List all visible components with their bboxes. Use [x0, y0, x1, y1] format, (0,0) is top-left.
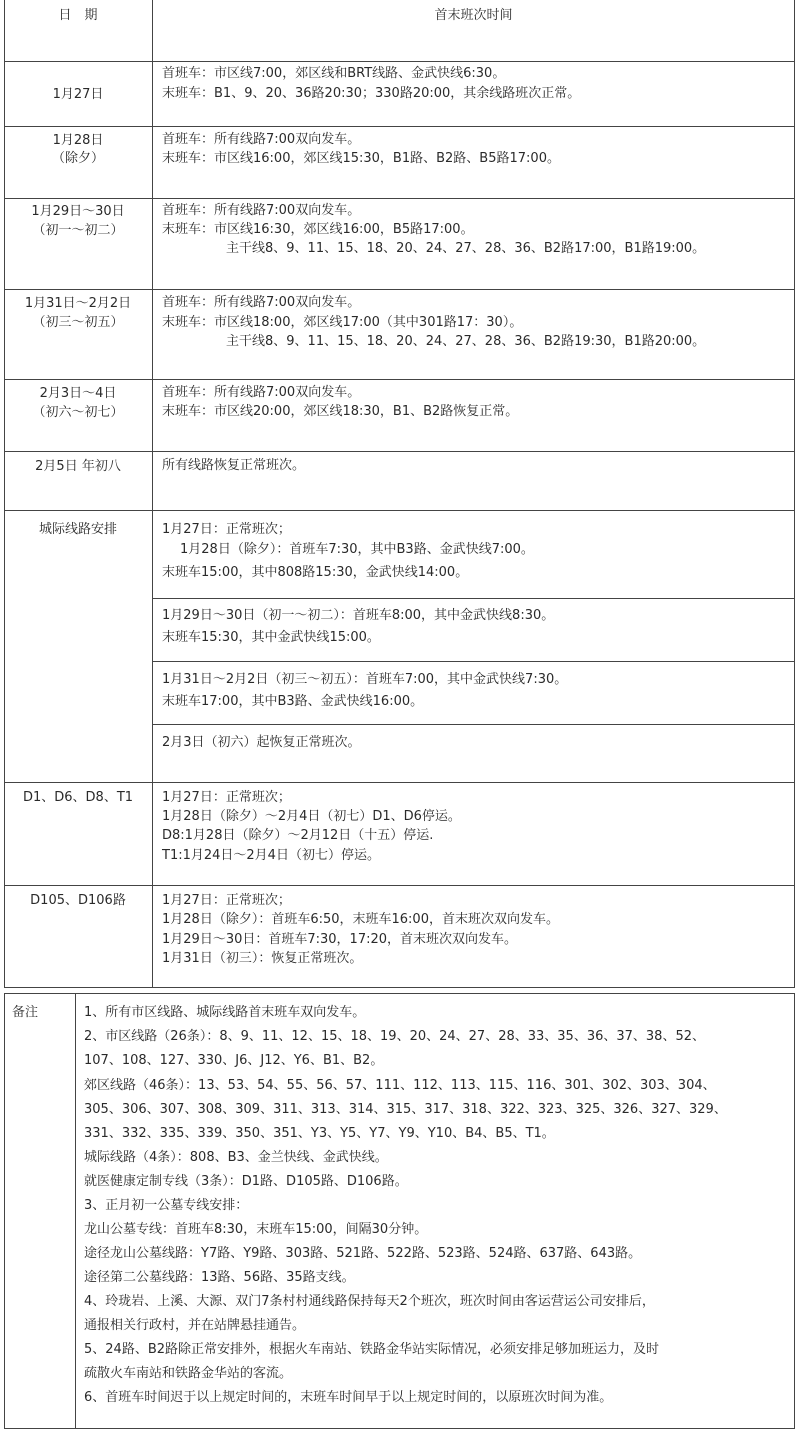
d105-line: 1月31日（初三）：恢复正常班次。	[162, 951, 363, 966]
note-line: 疏散火车南站和铁路金华站的客流。	[84, 1366, 293, 1381]
d-routes-line: T1:1月24日～2月4日（初七）停运。	[162, 848, 380, 863]
row-line: 首班车：所有线路7:00双向发车。	[162, 132, 361, 147]
row-date: （除夕）	[51, 151, 104, 166]
notes-border-bottom	[4, 1428, 795, 1429]
note-line: 途径第二公墓线路：13路、56路、35路支线。	[84, 1270, 355, 1285]
row-line: 主干线8、9、11、15、18、20、24、27、28、36、B2路19:30，B1路20:00。	[226, 334, 706, 349]
note-line: 1、所有市区线路、城际线路首末班车双向发车。	[84, 1005, 366, 1020]
d-routes-line: 1月27日：正常班次；	[162, 790, 291, 805]
intercity-line: 1月28日（除夕）：首班车7:30，其中B3路、金武快线7:00。	[180, 542, 534, 557]
note-line: 331、332、335、339、350、351、Y3、Y5、Y7、Y9、Y10、B4、B5、T1。	[84, 1126, 555, 1141]
row-line: 首班车：所有线路7:00双向发车。	[162, 203, 361, 218]
note-line: 107、108、127、330、J6、J12、Y6、B1、B2。	[84, 1053, 384, 1068]
row-date: 2月3日～4日	[39, 386, 117, 401]
note-line: 郊区线路（46条）：13、53、54、55、56、57、111、112、113、115、116、301、302、303、304、	[84, 1078, 716, 1093]
note-line: 5、24路、B2路除正常安排外，根据火车南站、铁路金华站实际情况，必须安排足够加班运力，及时	[84, 1342, 660, 1357]
d105-line: 1月28日（除夕）：首班车6:50，末班车16:00，首末班次双向发车。	[162, 912, 559, 927]
note-line: 龙山公墓专线：首班车8:30，末班车15:00，间隔30分钟。	[84, 1222, 428, 1237]
note-line: 6、首班车时间迟于以上规定时间的，末班车时间早于以上规定时间的，以原班次时间为准。	[84, 1390, 613, 1405]
notes-divider	[75, 993, 76, 1429]
intercity-line: 2月3日（初六）起恢复正常班次。	[162, 735, 361, 750]
column-divider	[152, 0, 153, 988]
row-date: 1月31日～2月2日	[24, 296, 132, 311]
row-date: 2月5日 年初八	[35, 459, 121, 474]
row-line: 末班车：市区线16:30，郊区线16:00，B5路17:00。	[162, 222, 474, 237]
d-routes-label: D1、D6、D8、T1	[22, 790, 134, 805]
intercity-line: 1月31日～2月2日（初三～初五）：首班车7:00，其中金武快线7:30。	[162, 672, 568, 687]
d-routes-line: D8:1月28日（除夕）～2月12日（十五）停运.	[162, 828, 434, 843]
header-time: 首末班次时间	[434, 8, 513, 23]
d105-line: 1月27日：正常班次；	[162, 893, 291, 908]
intercity-line: 1月29日～30日（初一～初二）：首班车8:00，其中金武快线8:30。	[162, 608, 555, 623]
notes-border-right	[794, 993, 795, 1429]
note-line: 就医健康定制专线（3条）：D1路、D105路、D106路。	[84, 1174, 408, 1189]
row-date: 1月28日	[52, 133, 104, 148]
intercity-line: 末班车17:00，其中B3路、金武快线16:00。	[162, 694, 424, 709]
row-date: 1月29日～30日	[31, 204, 125, 219]
notes-label: 备注	[12, 1005, 39, 1020]
notes-border-top	[4, 993, 795, 994]
table-border-right	[794, 0, 795, 988]
row-line: 首班车：所有线路7:00双向发车。	[162, 295, 361, 310]
d-routes-line: 1月28日（除夕）～2月4日（初七）D1、D6停运。	[162, 809, 461, 824]
note-line: 城际线路（4条）：808、B3、金兰快线、金武快线。	[84, 1150, 388, 1165]
note-line: 305、306、307、308、309、311、313、314、315、317、318、322、323、325、326、327、329、	[84, 1102, 727, 1117]
row-line: 末班车：市区线18:00，郊区线17:00（其中301路17：30）。	[162, 315, 523, 330]
note-line: 3、正月初一公墓专线安排：	[84, 1198, 249, 1213]
row-line: 首班车：所有线路7:00双向发车。	[162, 385, 361, 400]
d105-line: 1月29日～30日：首班车7:30，17:20，首末班次双向发车。	[162, 932, 518, 947]
d105-label: D105、D106路	[30, 893, 126, 908]
intercity-line: 末班车15:30，其中金武快线15:00。	[162, 630, 380, 645]
row-date: （初一～初二）	[32, 223, 124, 238]
header-date: 日 期	[58, 8, 98, 23]
row-line: 末班车：市区线20:00，郊区线18:30，B1、B2路恢复正常。	[162, 404, 519, 419]
row-date: （初三～初五）	[32, 315, 124, 330]
row-date: （初六～初七）	[32, 405, 124, 420]
row-line: 末班车：B1、9、20、36路20:30；330路20:00，其余线路班次正常。	[162, 86, 581, 101]
row-line: 首班车：市区线7:00，郊区线和BRT线路、金武快线6:30。	[162, 66, 506, 81]
intercity-line: 1月27日：正常班次；	[162, 522, 291, 537]
row-line: 主干线8、9、11、15、18、20、24、27、28、36、B2路17:00，B1路19:00。	[226, 241, 706, 256]
note-line: 通报相关行政村，并在站牌悬挂通告。	[84, 1318, 306, 1333]
intercity-line: 末班车15:00，其中808路15:30，金武快线14:00。	[162, 565, 469, 580]
notes-border-left	[4, 993, 5, 1429]
intercity-label: 城际线路安排	[38, 522, 117, 537]
row-line: 所有线路恢复正常班次。	[162, 458, 306, 473]
note-line: 2、市区线路（26条）：8、9、11、12、15、18、19、20、24、27、28、33、35、36、37、38、52、	[84, 1029, 705, 1044]
row-line: 末班车：市区线16:00，郊区线15:30，B1路、B2路、B5路17:00。	[162, 151, 560, 166]
note-line: 4、玲珑岩、上溪、大源、双门7条村村通线路保持每天2个班次，班次时间由客运营运公司安排后，	[84, 1294, 655, 1309]
row-date: 1月27日	[52, 87, 104, 102]
note-line: 途径龙山公墓线路：Y7路、Y9路、303路、521路、522路、523路、524路、637路、643路。	[84, 1246, 642, 1261]
